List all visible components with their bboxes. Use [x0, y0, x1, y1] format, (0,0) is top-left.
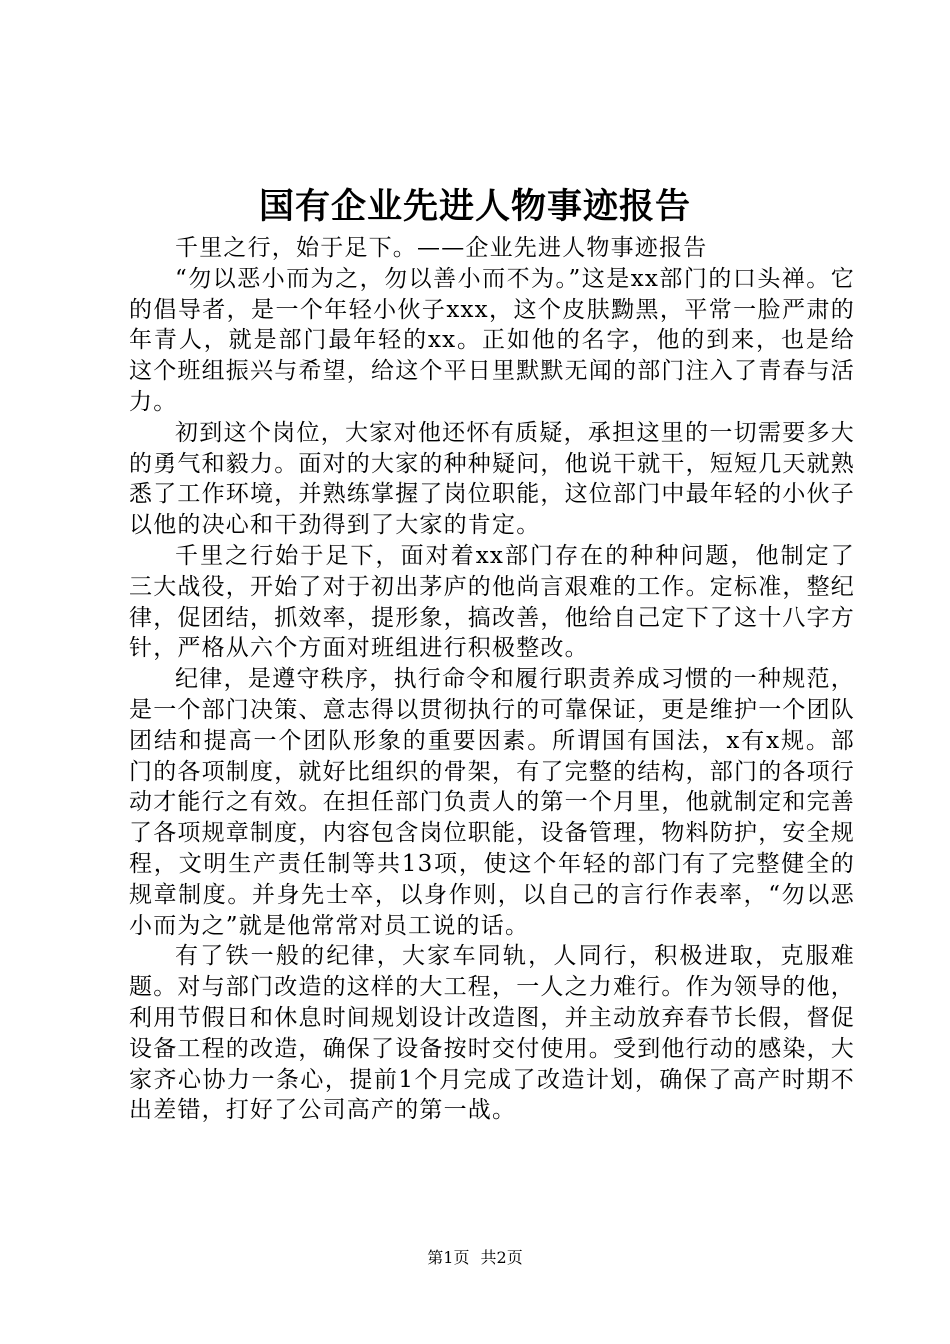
- paragraph: 有了铁一般的纪律，大家车同轨，人同行，积极进取，克服难题。对与部门改造的这样的大工程，一人之力难行。作为领导的他，利用节假日和休息时间规划设计改造图，并主动放弃春节长假，督促设备工程的改造，确保了设备按时交付使用。受到他行动的感染，大家齐心协力一条心，提前1个月完成了改造计划，确保了高产时期不出差错，打好了公司高产的第一战。: [129, 943, 855, 1124]
- page-number: 第1页: [427, 1248, 470, 1267]
- page-total: 共2页: [480, 1248, 523, 1267]
- paragraph: “勿以恶小而为之，勿以善小而不为。”这是xx部门的口头禅。它的倡导者，是一个年轻小伙子xxx，这个皮肤黝黑，平常一脸严肃的年青人，就是部门最年轻的xx。正如他的名字，他的到来，也是给这个班组振兴与希望，给这个平日里默默无闻的部门注入了青春与活力。: [129, 265, 855, 415]
- paragraph: 千里之行始于足下，面对着xx部门存在的种种问题，他制定了三大战役，开始了对于初出茅庐的他尚言艰难的工作。定标准，整纪律，促团结，抓效率，提形象，搞改善，他给自己定下了这十八字方针，严格从六个方面对班组进行积极整改。: [129, 542, 855, 662]
- paragraph-subtitle: 千里之行，始于足下。——企业先进人物事迹报告: [175, 235, 708, 261]
- paragraph: 初到这个岗位，大家对他还怀有质疑，承担这里的一切需要多大的勇气和毅力。面对的大家的种种疑问，他说干就干，短短几天就熟悉了工作环境，并熟练掌握了岗位职能，这位部门中最年轻的小伙子以他的决心和干劲得到了大家的肯定。: [129, 419, 855, 539]
- page-footer: [0, 1247, 950, 1269]
- paragraph: 纪律，是遵守秩序，执行命令和履行职责养成习惯的一种规范，是一个部门决策、意志得以贯彻执行的可靠保证，更是维护一个团队团结和提高一个团队形象的重要因素。所谓国有国法，x有x规。部门的各项制度，就好比组织的骨架，有了完整的结构，部门的各项行动才能行之有效。在担任部门负责人的第一个月里，他就制定和完善了各项规章制度，内容包含岗位职能，设备管理，物料防护，安全规程，文明生产责任制等共13项，使这个年轻的部门有了完整健全的规章制度。并身先士卒，以身作则，以自己的言行作表率，“勿以恶小而为之”就是他常常对员工说的话。: [129, 666, 855, 939]
- document-body: [129, 233, 855, 1126]
- document-title: 国有企业先进人物事迹报告: [258, 186, 691, 227]
